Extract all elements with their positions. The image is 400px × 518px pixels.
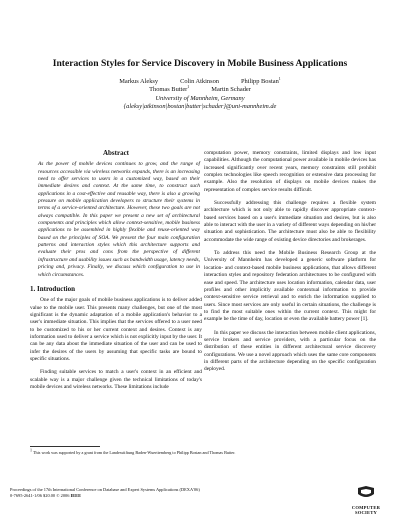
author-block: [40, 75, 360, 112]
intro-paragraph-2: Finding suitable services to match a user's context in an efficient and scalable way is a major challenge given the technical limitations of today's mobile devices and wireless networks. These limitations include: [30, 369, 202, 390]
abstract-text: As the power of mobile devices continues to grow, and the range of resources accessible via wireless networks expands, there is an increasing need to offer services to users in a customized way, based on their immediate desires and context. At the same time, to construct such applications in a cost-effective and reusable way, there is also a growing pressure on mobile application developers to structure their systems in terms of a service-oriented architecture. However, these two goals are not always compatible. In this paper we present a new set of architectural components and principles which allow context-sensitive, mobile business applications to be assembled in highly flexible and reuse-oriented way based on the principles of SOA. We present the four main configuration patterns and interaction styles which this architecture supports and evaluate their pros and cons from the perspective of different infrastructure and usability issues such as bandwidth usage, latency needs, pricing and, privacy. Finally, we discuss which configuration to use in which circumstances.: [38, 161, 200, 278]
proceedings-info: [10, 487, 310, 498]
right-paragraph-4: In this paper we discuss the interaction between mobile client applications, service brokers and service providers, with a particular focus on the distribution of these entities in different architectural service discovery configurations. We use a novel approach which uses the same core components in different parts of the architecture depending on the specific configuration deployed.: [204, 329, 376, 373]
computer-society-line-1: COMPUTER: [351, 505, 381, 510]
author-emails: {aleksy|atkinson|bostan|butter|schader}@uni-mannheim.de: [123, 103, 277, 111]
author-atkinson: Colin Atkinson: [180, 78, 219, 85]
author-row-2: [40, 86, 360, 94]
footnote: $^1$ This work was supported by a grant from the Landesstiftung Baden-Wuerttemberg to Philipp Bostan and Thomas Butter.: [30, 447, 236, 455]
author-schader: Martin Schader: [211, 86, 251, 94]
computer-society-emblem-icon: [356, 486, 376, 500]
author-aleksy: Markus Aleksy: [119, 78, 159, 85]
paper-title: Interaction Styles for Service Discovery in Mobile Business Applications: [52, 58, 348, 69]
intro-paragraph-1: One of the major goals of mobile business applications is to deliver added value to the mobile user. This presents many challenges, but one of the most significant is the dynamic adaptation of a mobile application's behavior to a user's immediate situation. This implies that the services offered to a user need to be customized to his or her current context and desires. Context is any information used to deliver a service which is not explicitly input by the user. It can be any data about the immediate situation of the user and can be used to infer the desires of the users by assuming that specific tasks are bound to specific situations.: [30, 297, 202, 362]
right-paragraph-2: Successfully addressing this challenge requires a flexible system architecture which is not only able to rapidly discover appropriate context-based services based on a user's immediate situation and desires, but is also able to interact with the user in a variety of different ways depending on his/her situation and sophistication. The architecture must also be able to flexibility accommodate the wide range of existing device directories and brokerages.: [204, 200, 376, 243]
right-paragraph-3: To address this need the Mobile Business Research Group at the University of Mannheim has developed a generic software platform for location- and context-based mobile business applications, that allows different interaction styles and repository federation architectures to be configured with ease and speed. The architecture uses location information, calendar data, user profiles and other implicitly available contextual information to provide context-sensitive service retrieval and to enrich the information supplied to users. Since most services are only useful in certain situations, the challenge is to find the most suitable ones within the current context. This might for example be the time of day, location or even the available battery power [1].: [204, 250, 376, 323]
affiliation: University of Mannheim, Germany: [155, 94, 245, 102]
ieee-logo-text: IEEE: [70, 492, 82, 498]
proceedings-line-1: Proceedings of the 17th International Conference on Database and Expert Systems Applications (DEXA'06): [10, 487, 200, 492]
footnote-number: 1: [30, 447, 32, 453]
author-bostan: Philipp Bostan$^1$: [240, 75, 281, 85]
author-row-1: [40, 75, 360, 86]
abstract-heading: Abstract: [102, 149, 130, 157]
footnote-divider: [30, 446, 100, 447]
right-column: [204, 150, 376, 374]
proceedings-line-2: 0-7695-2641-1/06 $20.00 © 2006 IEEE: [10, 492, 82, 498]
left-column: [30, 150, 202, 391]
section-heading-introduction: 1. Introduction: [30, 284, 75, 293]
right-paragraph-1: computation power, memory constraints, limited displays and low input capabilities. Although the computational power available in mobile devices has increased significantly over recent years, memory constraints still prohibit complex technologies like speech recognition or extensive data processing for example. Also the resolution of displays on mobile devices makes the representation of complex service results difficult.: [204, 150, 376, 193]
footnote-marker: 1: [278, 75, 281, 81]
author-butter: Thomas Butter$^1$: [149, 84, 190, 94]
computer-society-logo: [343, 486, 389, 516]
footnote-marker: 1: [187, 84, 190, 90]
computer-society-line-2: SOCIETY: [354, 510, 378, 515]
